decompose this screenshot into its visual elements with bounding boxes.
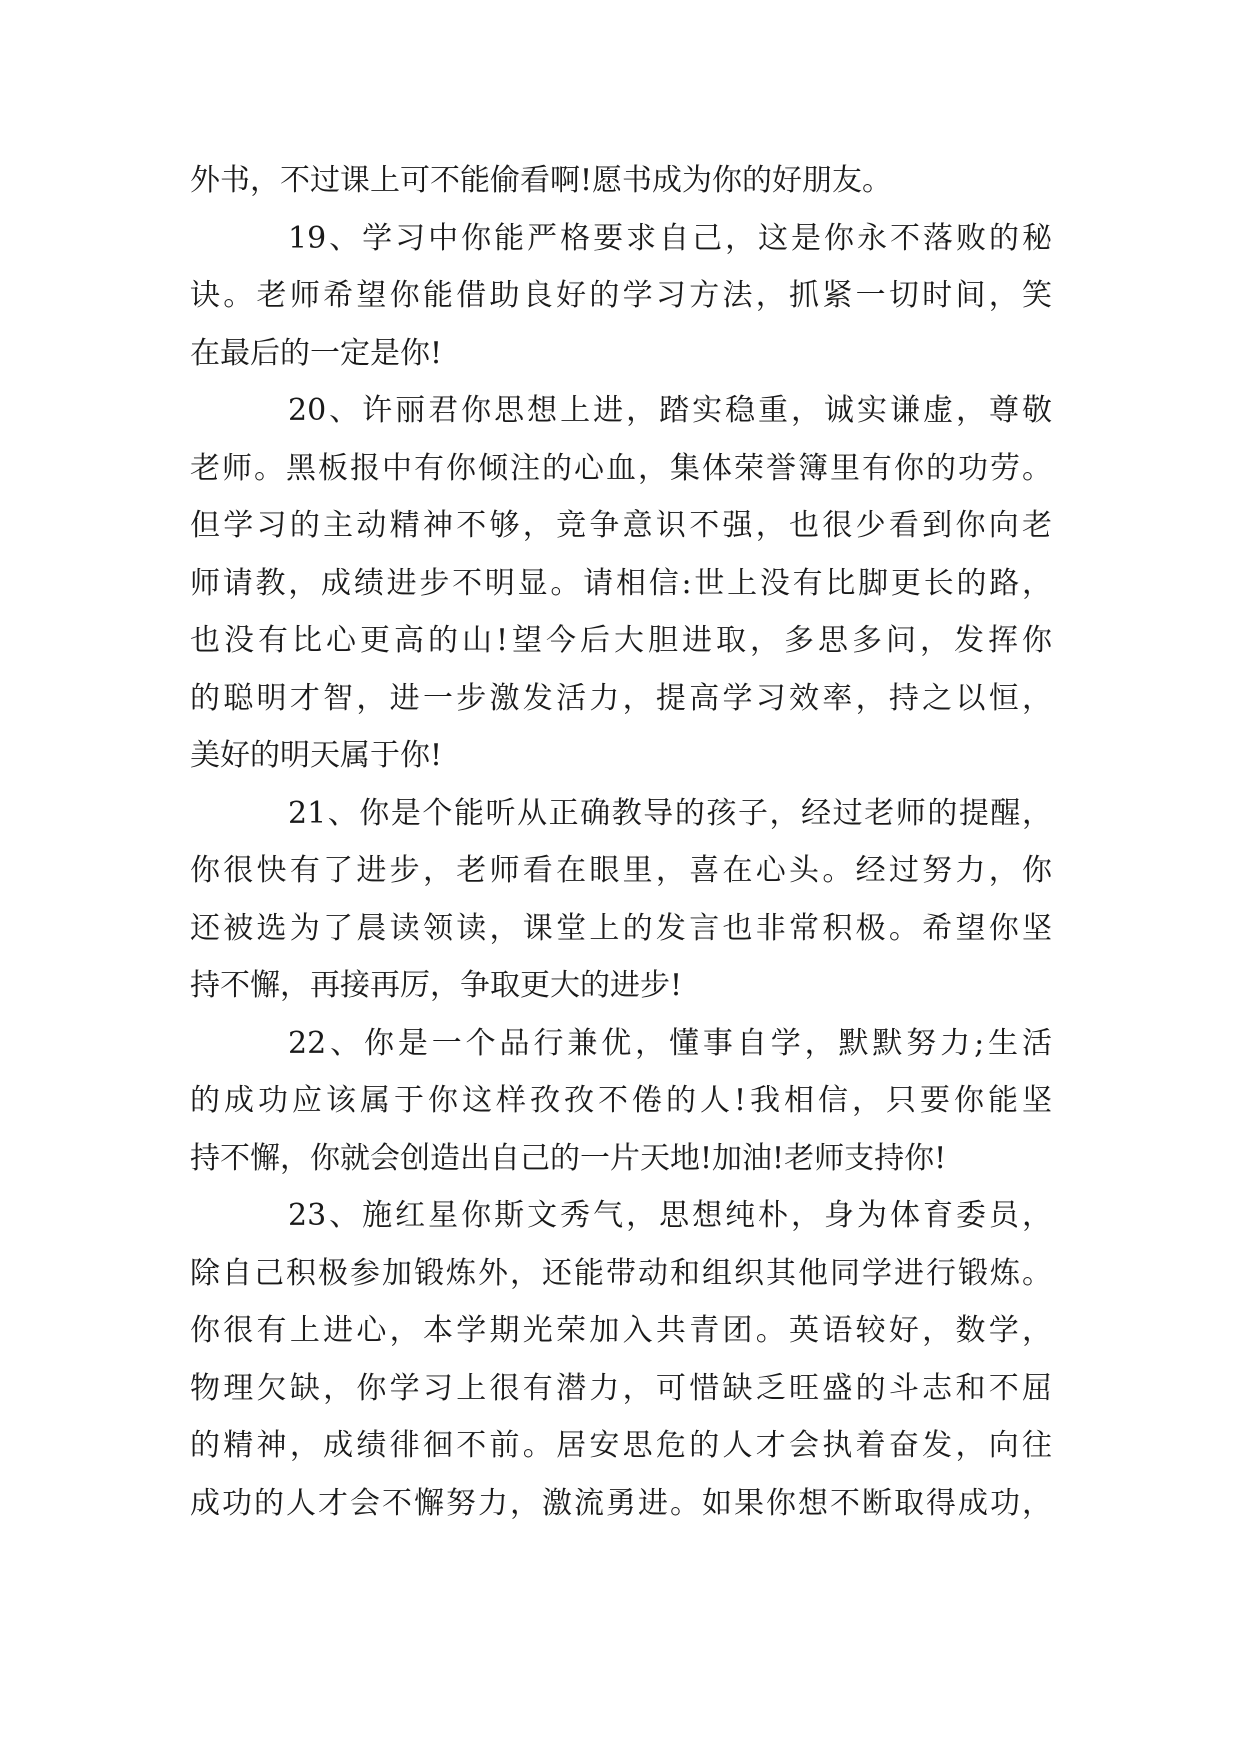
text-line: 的聪明才智，进一步激发活力，提高学习效率，持之以恒，	[190, 680, 1052, 716]
text-line: 21、你是个能听从正确教导的孩子，经过老师的提醒，	[288, 795, 1052, 831]
text-line: 20、许丽君你思想上进，踏实稳重，诚实谦虚，尊敬	[288, 393, 1052, 428]
text-line: 除自己积极参加锻炼外，还能带动和组织其他同学进行锻炼。	[190, 1255, 1052, 1291]
text-line: 物理欠缺，你学习上很有潜力，可惜缺乏旺盛的斗志和不屈	[190, 1370, 1052, 1406]
text-line: 的成功应该属于你这样孜孜不倦的人!我相信，只要你能坚	[190, 1083, 1052, 1118]
text-line: 在最后的一定是你!	[190, 335, 443, 371]
text-line: 老师。黑板报中有你倾注的心血，集体荣誉簿里有你的功劳。	[190, 450, 1052, 486]
text-line: 成功的人才会不懈努力，激流勇进。如果你想不断取得成功，	[190, 1485, 1052, 1521]
text-line: 19、学习中你能严格要求自己，这是你永不落败的秘	[288, 220, 1052, 256]
text-line: 你很有上进心，本学期光荣加入共青团。英语较好，数学，	[190, 1313, 1052, 1348]
text-line: 师请教，成绩进步不明显。请相信:世上没有比脚更长的路，	[190, 565, 1052, 601]
text-line: 也没有比心更高的山!望今后大胆进取，多思多问，发挥你	[190, 623, 1052, 658]
text-line: 持不懈，再接再厉，争取更大的进步!	[190, 968, 683, 1003]
text-line: 的精神，成绩徘徊不前。居安思危的人才会执着奋发，向往	[190, 1428, 1052, 1463]
text-line: 23、施红星你斯文秀气，思想纯朴，身为体育委员，	[288, 1198, 1052, 1233]
text-line: 但学习的主动精神不够，竞争意识不强，也很少看到你向老	[190, 508, 1052, 543]
text-line: 外书，不过课上可不能偷看啊!愿书成为你的好朋友。	[190, 163, 893, 198]
text-line: 持不懈，你就会创造出自己的一片天地!加油!老师支持你!	[190, 1140, 947, 1176]
text-line: 22、你是一个品行兼优，懂事自学，默默努力;生活	[288, 1025, 1052, 1061]
text-line: 还被选为了晨读领读，课堂上的发言也非常积极。希望你坚	[190, 910, 1052, 946]
document-page	[190, 152, 1052, 1532]
text-line: 美好的明天属于你!	[190, 738, 443, 773]
text-line: 诀。老师希望你能借助良好的学习方法，抓紧一切时间，笑	[190, 278, 1052, 313]
text-line: 你很快有了进步，老师看在眼里，喜在心头。经过努力，你	[190, 853, 1052, 888]
